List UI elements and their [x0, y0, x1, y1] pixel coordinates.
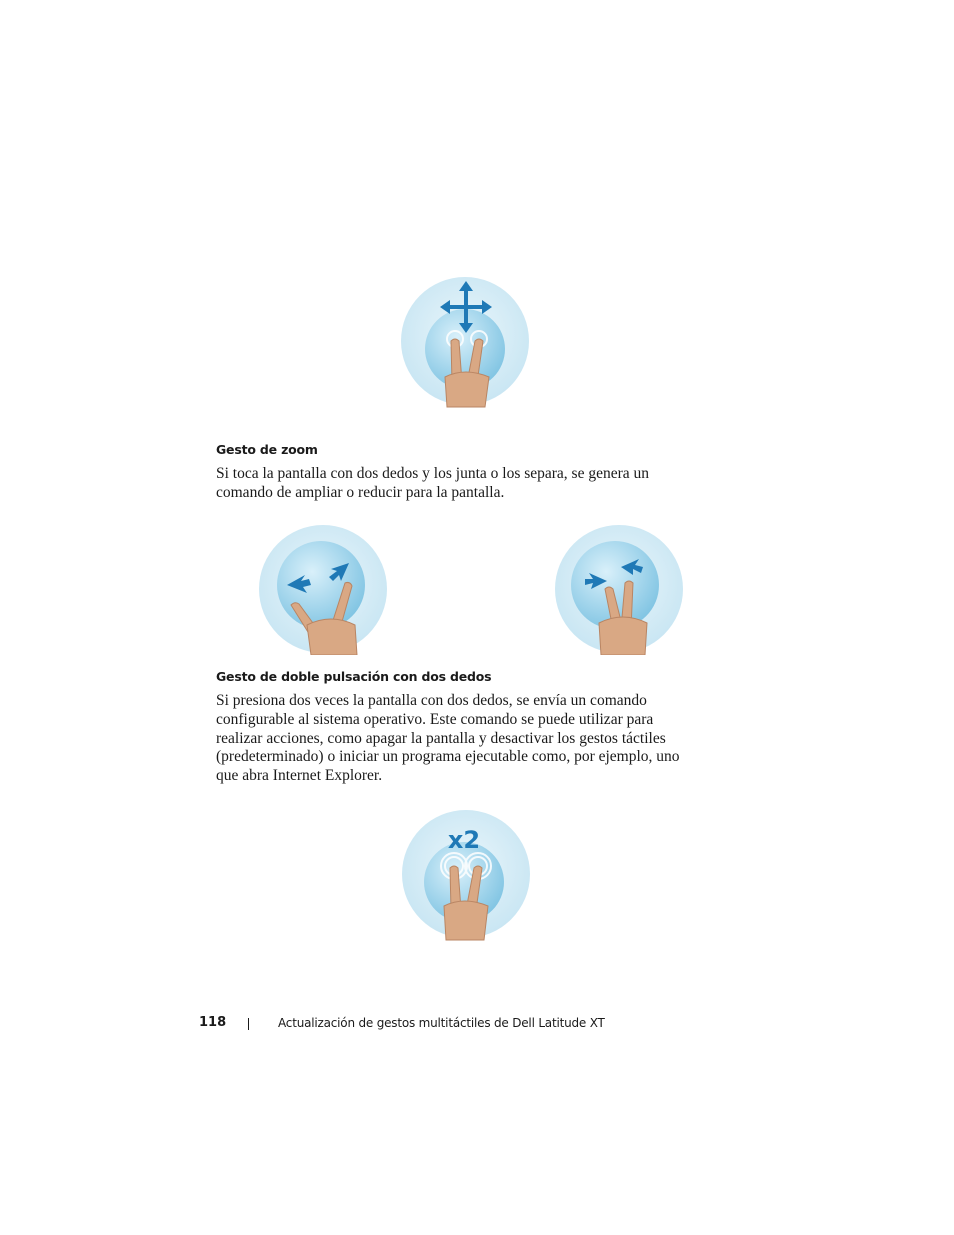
- zoom-pinch-illustration: [553, 523, 685, 655]
- zoom-spread-illustration: [257, 523, 389, 655]
- double-tap-illustration: [400, 808, 532, 948]
- zoom-gesture-heading: Gesto de zoom: [216, 442, 318, 457]
- footer-chapter-title: Actualización de gestos multitáctiles de Dell Latitude XT: [278, 1016, 605, 1030]
- double-tap-gesture-heading: Gesto de doble pulsación con dos dedos: [216, 669, 492, 684]
- double-tap-gesture-description: Si presiona dos veces la pantalla con dos dedos, se envía un comando configurable al sistema operativo. Este comando se puede utilizar para realizar acciones, como apagar la pantalla y desactivar los gestos táctiles (predeterminado) o iniciar un programa ejecutable como, por ejemplo, uno que abra Internet Explorer.: [216, 692, 680, 785]
- page-number: 118: [199, 1015, 227, 1030]
- zoom-gesture-description: Si toca la pantalla con dos dedos y los junta o los separa, se genera un comando de ampliar o reducir para la pantalla.: [216, 465, 650, 501]
- footer-divider: [248, 1018, 249, 1030]
- double-tap-count-label: x2: [447, 826, 481, 854]
- pan-gesture-illustration: [401, 277, 533, 412]
